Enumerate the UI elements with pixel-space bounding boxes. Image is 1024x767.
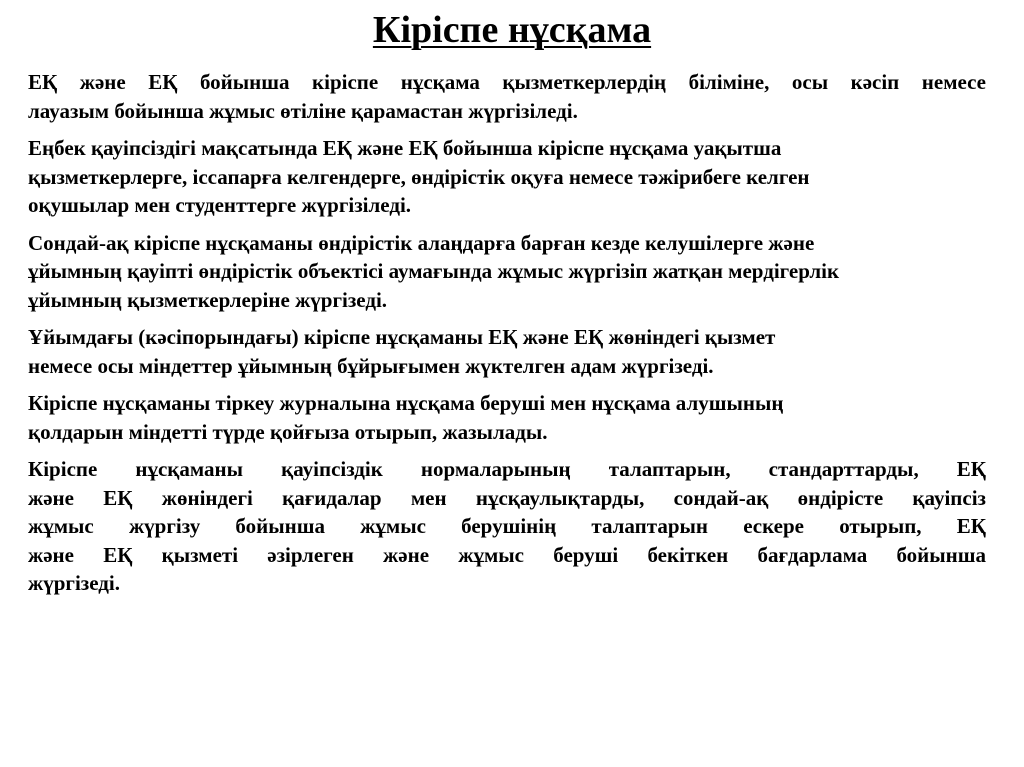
paragraph-2 bbox=[18, 134, 986, 220]
slide-body bbox=[18, 68, 986, 607]
paragraph-line: немесе осы міндеттер ұйымның бұйрығымен жүктелген адам жүргізеді. bbox=[28, 353, 714, 378]
paragraph-6 bbox=[18, 455, 986, 598]
paragraph-line: қызметкерлерге, іссапарға келгендерге, өндірістік оқуға немесе тәжірибеге келген bbox=[28, 164, 810, 189]
paragraph-line: Кіріспе нұсқаманы тіркеу журналына нұсқама беруші мен нұсқама алушының bbox=[28, 391, 784, 415]
paragraph-5 bbox=[18, 389, 986, 446]
paragraph-line: Ұйымдағы (кәсіпорындағы) кіріспе нұсқаманы ЕҚ және ЕҚ жөніндегі қызмет bbox=[28, 325, 776, 349]
slide-title: Кіріспе нұсқама bbox=[372, 9, 652, 51]
paragraph-4 bbox=[18, 323, 986, 380]
paragraph-3 bbox=[18, 229, 986, 315]
paragraph-line: Кіріспе нұсқаманы қауіпсіздік нормаларының талаптарын, стандарттарды, ЕҚ bbox=[28, 457, 986, 481]
paragraph-line: ЕҚ және ЕҚ бойынша кіріспе нұсқама қызметкерлердің біліміне, осы кәсіп немесе bbox=[28, 70, 986, 94]
paragraph-line: лауазым бойынша жұмыс өтіліне қарамастан жүргізіледі. bbox=[28, 98, 578, 123]
paragraph-line: Еңбек қауіпсіздігі мақсатында ЕҚ және ЕҚ бойынша кіріспе нұсқама уақытша bbox=[28, 136, 782, 160]
paragraph-line: қолдарын міндетті түрде қойғыза отырып, жазылады. bbox=[28, 419, 548, 444]
paragraph-line: және ЕҚ жөніндегі қағидалар мен нұсқаулықтарды, сондай-ақ өндірісте қауіпсіз bbox=[28, 485, 986, 510]
paragraph-line: Сондай-ақ кіріспе нұсқаманы өндірістік алаңдарға барған кезде келушілерге және bbox=[28, 230, 815, 255]
paragraph-line: ұйымның қызметкерлеріне жүргізеді. bbox=[28, 287, 388, 312]
paragraph-line: жұмыс жүргізу бойынша жұмыс берушінің талаптарын ескере отырып, ЕҚ bbox=[28, 514, 986, 538]
paragraph-1 bbox=[18, 68, 986, 125]
paragraph-line: жүргізеді. bbox=[28, 571, 120, 595]
paragraph-line: ұйымның қауіпті өндірістік объектісі аумағында жұмыс жүргізіп жатқан мердігерлік bbox=[28, 259, 840, 283]
paragraph-line: оқушылар мен студенттерге жүргізіледі. bbox=[28, 193, 412, 217]
paragraph-line: және ЕҚ қызметі әзірлеген және жұмыс беруші бекіткен бағдарлама бойынша bbox=[28, 542, 986, 567]
